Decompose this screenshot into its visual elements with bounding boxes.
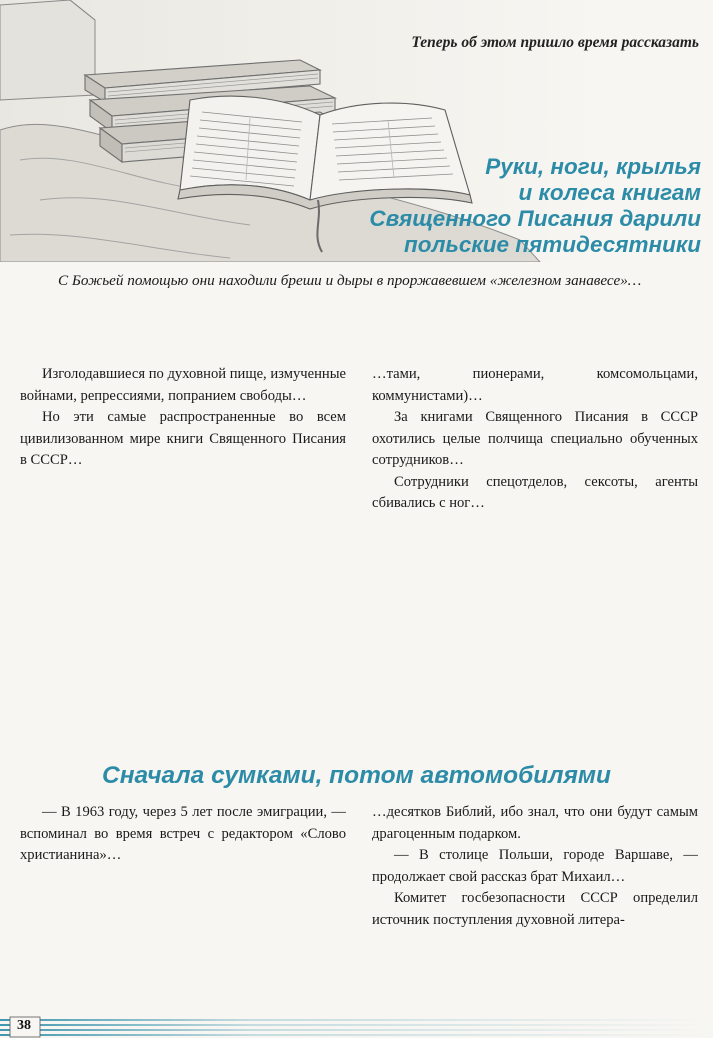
body-paragraph: …десятков Библий, ибо знал, что они будут самым драгоценным подарком. bbox=[372, 804, 698, 842]
headline-line: Руки, ноги, крылья bbox=[485, 154, 701, 179]
body-paragraph: …тами, пионерами, комсомольцами, коммунистами)… bbox=[372, 366, 698, 404]
body-paragraph: За книгами Священного Писания в СССР охотились целые полчища специально обученных сотрудников… bbox=[372, 409, 698, 468]
headline-line: Священного Писания дарили bbox=[369, 206, 701, 231]
page-number: 38 bbox=[17, 1018, 31, 1033]
body-column-2 bbox=[372, 364, 698, 754]
body-column-4 bbox=[372, 802, 698, 1012]
body-paragraph: — В столице Польши, городе Варшаве, — продолжает свой рассказ брат Михаил… bbox=[372, 847, 698, 885]
section-title: Сначала сумками, потом автомобилями bbox=[102, 762, 611, 789]
lead-paragraph: С Божьей помощью они находили бреши и дыры в проржавевшем «железном занавесе»… bbox=[58, 272, 642, 289]
headline-line: и колеса книгам bbox=[518, 180, 701, 205]
body-paragraph: Но эти самые распространенные во всем цивилизованном мире книги Священного Писания в СССР… bbox=[20, 409, 346, 468]
body-column-3 bbox=[20, 802, 346, 1012]
body-column-1 bbox=[20, 364, 346, 752]
body-paragraph: Сотрудники спецотделов, сексоты, агенты сбивались с ног… bbox=[372, 473, 698, 511]
headline-line: польские пятидесятники bbox=[404, 232, 701, 257]
body-paragraph: Изголодавшиеся по духовной пище, измученные войнами, репрессиями, попранием свободы… bbox=[20, 366, 346, 404]
running-title: Теперь об этом пришло время рассказать bbox=[411, 34, 699, 51]
footer-stripe-decoration bbox=[0, 1016, 713, 1038]
body-paragraph: — В 1963 году, через 5 лет после эмиграции, — вспоминал во время встреч с редактором «Слово христианина»… bbox=[20, 804, 346, 863]
body-paragraph: Комитет госбезопасности СССР определил источник поступления духовной литера- bbox=[372, 890, 698, 928]
article-headline bbox=[361, 154, 701, 258]
